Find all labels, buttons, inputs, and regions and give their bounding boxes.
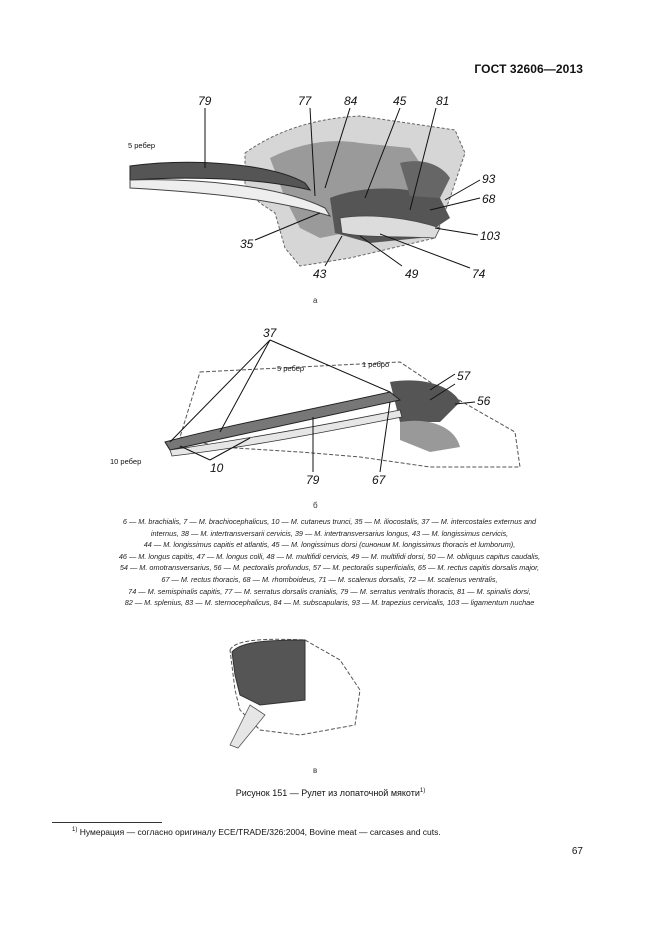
label-74: 74 [472,267,486,281]
figure-a-diagram [110,88,520,288]
figure-b-sublabel: б [313,501,318,510]
footnote [72,827,441,837]
label-10: 10 [210,461,224,475]
label-57: 57 [457,369,471,383]
legend-line: 67 — M. rectus thoracis, 68 — M. rhomboideus, 71 — M. scalenus dorsalis, 72 — M. scalenus ventralis, [161,574,498,584]
figure-b-rib10-label: 10 ребер [110,457,142,466]
label-93: 93 [482,172,496,186]
label-67: 67 [372,473,386,487]
label-68: 68 [482,192,496,206]
legend-line: 6 — M. brachialis, 7 — M. brachiocephalicus, 10 — M. cutaneus trunci, 35 — M. iliocostalis, 37 — M. intercostales externus and [122,517,537,526]
legend-line: 82 — M. splenius, 83 — M. sternocephalicus, 84 — M. subscapularis, 93 — M. trapezius cervicalis, 103 — ligamentum nuchae [124,598,535,608]
label-56: 56 [477,394,491,408]
footnote-marker: 1) [72,827,78,834]
legend-line: 54 — M. omotransversarius, 56 — M. pectoralis profundus, 57 — M. pectoralis superficialis, 65 — M. rectus capitis dorsalis major, [119,563,540,573]
label-45: 45 [393,94,407,108]
label-79: 79 [198,94,212,108]
figure-b-rib1-label: 1 ребро [362,360,390,369]
legend-line: 74 — M. semispinalis capitis, 77 — M. serratus dorsalis cranialis, 79 — M. serratus ventralis thoracis, 81 — M. spinalis dorsi, [128,586,531,596]
label-79b: 79 [306,473,320,487]
label-103: 103 [480,229,501,243]
legend-line: internus, 38 — M. intertransversarii cervicis, 39 — M. intertransversarius longus, 43 — M. longissimus cervicis, [150,528,509,538]
legend-line: 44 — M. longissimus capitis et atlantis, 45 — M. longissimus dorsi (синоним M. longissimus thoracis et lumborum), [143,540,516,550]
figure-b-diagram [100,322,530,497]
footnote-divider [52,822,162,823]
figure-b-rib5-label: 5 ребер [277,364,305,373]
legend-line: 46 — M. longus capitis, 47 — M. longus colli, 48 — M. multifidi cervicis, 49 — M. multifidi dorsi, 50 — M. obliquus capitus caudalis, [118,551,541,561]
page-number: 67 [571,846,583,857]
label-37: 37 [263,326,277,340]
label-84: 84 [344,94,358,108]
figure-a-sublabel: а [313,296,318,305]
label-81: 81 [436,94,450,108]
label-49: 49 [405,267,419,281]
label-43: 43 [313,267,327,281]
figure-caption [0,788,661,798]
label-35: 35 [240,237,254,251]
footnote-text: Нумерация — согласно оригиналу ECE/TRADE/326:2004, Bovine meat — carcases and cuts. [77,827,441,837]
caption-footnote-ref: 1) [419,788,426,794]
figure-c-diagram [220,630,370,755]
figure-a-rib-label: 5 ребер [128,141,156,150]
caption-text: Рисунок 151 — Рулет из лопаточной мякоти [235,788,420,798]
muscle-legend [52,516,607,609]
figure-c-sublabel: в [313,766,318,775]
standard-header: ГОСТ 32606—2013 [474,62,583,76]
label-77: 77 [298,94,312,108]
